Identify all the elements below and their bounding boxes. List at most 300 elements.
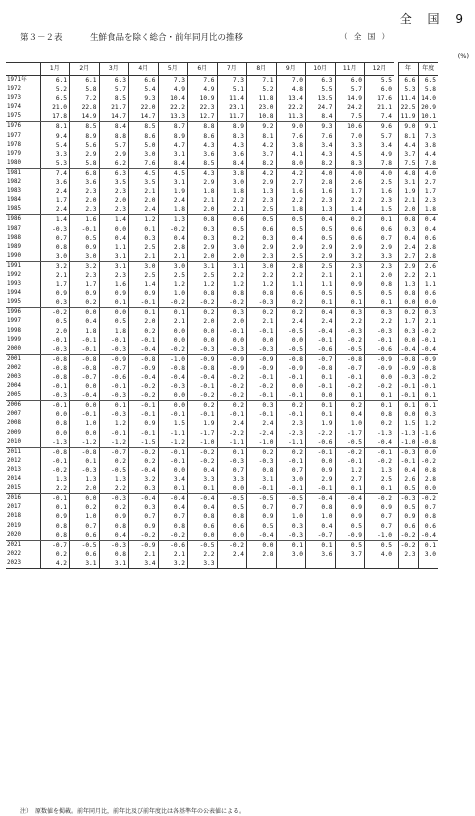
month-value-cell: 7.3 — [158, 76, 188, 86]
month-value-cell: -0.2 — [335, 447, 365, 457]
year-cell: 1991 — [6, 261, 40, 271]
month-value-cell: 5.4 — [40, 141, 70, 150]
table-row — [6, 336, 438, 345]
fiscal-value-cell: 1.2 — [418, 419, 438, 428]
month-value-cell: 10.9 — [188, 94, 218, 103]
month-value-cell: 3.6 — [306, 550, 336, 559]
month-value-cell: -0.3 — [276, 531, 306, 541]
month-value-cell: 4.2 — [247, 141, 277, 150]
month-value-cell: 0.9 — [129, 289, 159, 298]
month-value-cell: -1.7 — [335, 429, 365, 438]
month-value-cell: 0.0 — [40, 429, 70, 438]
month-value-cell: 0.3 — [188, 234, 218, 243]
month-value-cell: 0.7 — [217, 466, 247, 475]
month-value-cell: 0.2 — [217, 401, 247, 411]
month-value-cell: -0.1 — [217, 410, 247, 419]
month-value-cell: 2.2 — [276, 196, 306, 205]
month-value-cell: -0.1 — [276, 484, 306, 494]
month-value-cell: -0.2 — [188, 298, 218, 308]
month-value-cell: 2.5 — [129, 243, 159, 252]
month-value-cell: 2.1 — [129, 550, 159, 559]
month-value-cell: -0.4 — [129, 373, 159, 382]
month-value-cell: 0.0 — [276, 336, 306, 345]
month-value-cell: 0.8 — [188, 215, 218, 225]
table-row — [6, 401, 438, 411]
month-value-cell: 0.1 — [306, 410, 336, 419]
month-value-cell: -0.5 — [276, 494, 306, 504]
month-value-cell: -1.2 — [70, 438, 100, 448]
month-value-cell: -0.1 — [365, 447, 395, 457]
header-month: 11月 — [335, 63, 365, 76]
month-value-cell: 2.9 — [276, 243, 306, 252]
month-value-cell: 2.0 — [70, 484, 100, 494]
month-value-cell: 3.6 — [70, 178, 100, 187]
annual-value-cell: 0.0 — [398, 298, 418, 308]
month-value-cell: 1.0 — [306, 512, 336, 521]
month-value-cell: 22.8 — [70, 103, 100, 112]
month-value-cell: -0.1 — [276, 457, 306, 466]
month-value-cell: 0.3 — [335, 308, 365, 318]
month-value-cell: 2.0 — [129, 196, 159, 205]
month-value-cell: 0.1 — [188, 484, 218, 494]
month-value-cell: 1.5 — [365, 205, 395, 215]
month-value-cell: 0.4 — [158, 503, 188, 512]
month-value-cell: 3.8 — [276, 141, 306, 150]
month-value-cell: 0.0 — [70, 429, 100, 438]
month-value-cell: 0.0 — [247, 540, 277, 550]
table-row — [6, 550, 438, 559]
fiscal-value-cell: 0.0 — [418, 484, 438, 494]
month-value-cell: 0.2 — [70, 298, 100, 308]
month-value-cell: 0.1 — [365, 215, 395, 225]
month-value-cell: -0.9 — [217, 354, 247, 364]
month-value-cell: 0.2 — [335, 215, 365, 225]
month-value-cell: 0.2 — [335, 401, 365, 411]
annual-value-cell: 0.4 — [398, 466, 418, 475]
month-value-cell: -0.2 — [158, 298, 188, 308]
month-value-cell: 8.3 — [217, 132, 247, 141]
year-cell: 2019 — [6, 522, 40, 531]
month-value-cell: 0.4 — [306, 215, 336, 225]
month-value-cell: 22.0 — [129, 103, 159, 112]
year-cell: 1980 — [6, 159, 40, 169]
year-cell: 1992 — [6, 271, 40, 280]
month-value-cell: 0.0 — [276, 382, 306, 391]
year-cell: 1983 — [6, 187, 40, 196]
month-value-cell: -0.4 — [158, 494, 188, 504]
month-value-cell: -0.7 — [306, 531, 336, 541]
month-value-cell: 2.0 — [99, 196, 129, 205]
month-value-cell: 2.0 — [217, 252, 247, 262]
month-value-cell: 1.2 — [188, 280, 218, 289]
month-value-cell: -0.1 — [129, 298, 159, 308]
month-value-cell: 1.8 — [70, 327, 100, 336]
month-value-cell: 1.0 — [70, 512, 100, 521]
month-value-cell: 4.5 — [158, 168, 188, 178]
month-value-cell: -0.5 — [99, 466, 129, 475]
month-value-cell: 0.6 — [365, 225, 395, 234]
month-value-cell: -0.2 — [365, 382, 395, 391]
month-value-cell: 0.0 — [158, 336, 188, 345]
month-value-cell: 1.9 — [188, 419, 218, 428]
table-row — [6, 494, 438, 504]
month-value-cell: 3.2 — [40, 261, 70, 271]
header-month: 10月 — [306, 63, 336, 76]
month-value-cell: -0.1 — [70, 225, 100, 234]
month-value-cell: -0.1 — [158, 410, 188, 419]
annual-value-cell: 4.4 — [398, 141, 418, 150]
table-row — [6, 317, 438, 326]
month-value-cell: 0.2 — [129, 327, 159, 336]
month-value-cell: 2.3 — [365, 261, 395, 271]
month-value-cell: 2.3 — [99, 187, 129, 196]
month-value-cell: 1.6 — [306, 187, 336, 196]
table-row — [6, 466, 438, 475]
month-value-cell: 0.4 — [335, 410, 365, 419]
month-value-cell: 4.2 — [247, 168, 277, 178]
month-value-cell: -0.2 — [40, 308, 70, 318]
month-value-cell: 0.9 — [70, 289, 100, 298]
month-value-cell: 1.1 — [99, 243, 129, 252]
month-value-cell: 0.0 — [217, 531, 247, 541]
month-value-cell: 8.8 — [99, 132, 129, 141]
table-row — [6, 225, 438, 234]
month-value-cell: 0.3 — [188, 225, 218, 234]
month-value-cell: 0.5 — [217, 225, 247, 234]
month-value-cell: 3.4 — [365, 141, 395, 150]
month-value-cell: -0.1 — [40, 457, 70, 466]
month-value-cell: 0.2 — [276, 401, 306, 411]
month-value-cell: 1.8 — [158, 205, 188, 215]
month-value-cell: -0.2 — [158, 345, 188, 355]
month-value-cell: 0.1 — [365, 484, 395, 494]
month-value-cell: 0.3 — [217, 308, 247, 318]
month-value-cell: 17.6 — [365, 94, 395, 103]
month-value-cell: -0.1 — [40, 494, 70, 504]
month-value-cell: -0.1 — [70, 410, 100, 419]
month-value-cell: 7.0 — [335, 132, 365, 141]
annual-value-cell: 11.9 — [398, 112, 418, 122]
month-value-cell: 2.9 — [335, 243, 365, 252]
table-row — [6, 559, 438, 569]
month-value-cell: 2.0 — [70, 196, 100, 205]
month-value-cell: 7.5 — [335, 112, 365, 122]
month-value-cell: 2.8 — [158, 243, 188, 252]
month-value-cell: 2.5 — [365, 475, 395, 484]
month-value-cell: -0.2 — [40, 466, 70, 475]
month-value-cell: 6.3 — [99, 76, 129, 86]
month-value-cell — [365, 559, 395, 569]
year-cell: 1982 — [6, 178, 40, 187]
header-month: 8月 — [247, 63, 277, 76]
month-value-cell: -0.7 — [306, 354, 336, 364]
month-value-cell: 0.4 — [188, 503, 218, 512]
month-value-cell: -0.3 — [365, 327, 395, 336]
annual-value-cell: 11.4 — [398, 94, 418, 103]
month-value-cell: 0.7 — [158, 512, 188, 521]
month-value-cell: -0.3 — [335, 327, 365, 336]
month-value-cell: 5.5 — [306, 85, 336, 94]
fiscal-value-cell: -0.4 — [418, 531, 438, 541]
month-value-cell: 0.1 — [365, 298, 395, 308]
month-value-cell: 2.1 — [158, 317, 188, 326]
month-value-cell: -0.8 — [70, 364, 100, 373]
month-value-cell: -0.1 — [247, 391, 277, 401]
month-value-cell: -0.1 — [306, 484, 336, 494]
month-value-cell: 0.8 — [40, 531, 70, 541]
month-value-cell: 2.3 — [70, 187, 100, 196]
month-value-cell: 0.3 — [247, 234, 277, 243]
month-value-cell: -0.5 — [247, 494, 277, 504]
year-cell: 2002 — [6, 364, 40, 373]
month-value-cell: 11.4 — [217, 94, 247, 103]
month-value-cell: 10.6 — [335, 122, 365, 132]
month-value-cell: 1.6 — [70, 215, 100, 225]
month-value-cell: 3.1 — [188, 261, 218, 271]
month-value-cell: 8.5 — [99, 94, 129, 103]
month-value-cell: -0.2 — [217, 382, 247, 391]
annual-value-cell: 9.0 — [398, 122, 418, 132]
table-row — [6, 252, 438, 262]
month-value-cell: -0.1 — [276, 373, 306, 382]
month-value-cell: 3.0 — [217, 178, 247, 187]
annual-value-cell: 22.5 — [398, 103, 418, 112]
table-row — [6, 85, 438, 94]
month-value-cell: 3.1 — [70, 559, 100, 569]
month-value-cell: 3.2 — [129, 475, 159, 484]
month-value-cell: -0.2 — [335, 382, 365, 391]
month-value-cell: 2.3 — [247, 196, 277, 205]
month-value-cell: -0.3 — [217, 345, 247, 355]
month-value-cell: -0.9 — [335, 531, 365, 541]
month-value-cell: 2.4 — [217, 419, 247, 428]
month-value-cell: 2.1 — [217, 205, 247, 215]
month-value-cell: 6.6 — [129, 76, 159, 86]
month-value-cell: 4.9 — [365, 150, 395, 159]
month-value-cell: -0.8 — [70, 447, 100, 457]
month-value-cell: 11.7 — [217, 112, 247, 122]
fiscal-value-cell: 0.4 — [418, 215, 438, 225]
month-value-cell: 3.4 — [306, 141, 336, 150]
fiscal-value-cell: 0.4 — [418, 225, 438, 234]
month-value-cell: 8.7 — [158, 122, 188, 132]
month-value-cell: 23.1 — [217, 103, 247, 112]
month-value-cell: 0.7 — [276, 503, 306, 512]
month-value-cell: 0.4 — [306, 522, 336, 531]
month-value-cell: -0.3 — [99, 540, 129, 550]
header-year: 年 — [398, 63, 418, 76]
month-value-cell: 3.0 — [70, 252, 100, 262]
month-value-cell: 3.1 — [99, 252, 129, 262]
month-value-cell: -0.3 — [99, 410, 129, 419]
fiscal-value-cell: 0.7 — [418, 503, 438, 512]
month-value-cell: 3.3 — [335, 141, 365, 150]
month-value-cell: 1.8 — [217, 187, 247, 196]
month-value-cell: 0.9 — [335, 503, 365, 512]
month-value-cell: 0.9 — [335, 280, 365, 289]
annual-value-cell: 1.5 — [398, 419, 418, 428]
month-value-cell: -0.4 — [306, 494, 336, 504]
month-value-cell — [276, 559, 306, 569]
month-value-cell: -0.1 — [247, 410, 277, 419]
month-value-cell: 1.4 — [129, 280, 159, 289]
annual-value-cell: 0.0 — [398, 410, 418, 419]
month-value-cell: 0.8 — [40, 522, 70, 531]
year-cell: 2020 — [6, 531, 40, 541]
table-row — [6, 531, 438, 541]
month-value-cell: 0.5 — [335, 289, 365, 298]
month-value-cell: 0.0 — [306, 457, 336, 466]
month-value-cell: 12.7 — [188, 112, 218, 122]
month-value-cell: 4.0 — [306, 168, 336, 178]
month-value-cell: 0.1 — [306, 298, 336, 308]
month-value-cell: -0.3 — [99, 391, 129, 401]
month-value-cell: -0.8 — [335, 354, 365, 364]
month-value-cell: 5.3 — [40, 159, 70, 169]
month-value-cell: 0.1 — [335, 298, 365, 308]
month-value-cell: 2.1 — [188, 196, 218, 205]
month-value-cell: 0.7 — [365, 234, 395, 243]
annual-value-cell: 2.1 — [398, 196, 418, 205]
year-cell: 2004 — [6, 382, 40, 391]
fiscal-value-cell: -1.6 — [418, 429, 438, 438]
month-value-cell: 0.1 — [365, 401, 395, 411]
month-value-cell: 3.0 — [129, 261, 159, 271]
month-value-cell: 1.3 — [158, 215, 188, 225]
fiscal-value-cell — [418, 559, 438, 569]
month-value-cell: 0.9 — [129, 522, 159, 531]
month-value-cell: 6.3 — [306, 76, 336, 86]
month-value-cell: 1.0 — [276, 512, 306, 521]
table-title: 生鮮食品を除く総合・前年同月比の推移 — [90, 33, 244, 43]
month-value-cell: 0.0 — [188, 531, 218, 541]
year-cell: 2023 — [6, 559, 40, 569]
month-value-cell: 0.8 — [365, 280, 395, 289]
month-value-cell: 4.8 — [276, 85, 306, 94]
month-value-cell: 14.9 — [70, 112, 100, 122]
month-value-cell: 7.1 — [247, 76, 277, 86]
month-value-cell: 6.3 — [99, 168, 129, 178]
month-value-cell: 0.7 — [40, 234, 70, 243]
month-value-cell: 3.3 — [217, 475, 247, 484]
annual-value-cell: 2.2 — [398, 271, 418, 280]
month-value-cell: -0.5 — [217, 494, 247, 504]
month-value-cell: 7.2 — [70, 94, 100, 103]
month-value-cell: 2.2 — [365, 317, 395, 326]
month-value-cell: 0.8 — [217, 289, 247, 298]
year-cell: 2008 — [6, 419, 40, 428]
annual-value-cell: 2.7 — [398, 252, 418, 262]
table-row — [6, 187, 438, 196]
month-value-cell: 0.6 — [276, 289, 306, 298]
month-value-cell: 1.1 — [276, 280, 306, 289]
month-value-cell: 4.3 — [188, 141, 218, 150]
fiscal-value-cell: -0.1 — [418, 336, 438, 345]
month-value-cell: 0.7 — [247, 503, 277, 512]
month-value-cell: -0.2 — [188, 447, 218, 457]
table-row — [6, 475, 438, 484]
month-value-cell: 3.3 — [365, 252, 395, 262]
fiscal-value-cell: 0.0 — [418, 447, 438, 457]
month-value-cell: -2.2 — [306, 429, 336, 438]
month-value-cell: 24.7 — [306, 103, 336, 112]
month-value-cell: 4.0 — [365, 550, 395, 559]
table-row — [6, 150, 438, 159]
fiscal-value-cell: 1.8 — [418, 205, 438, 215]
year-cell: 1979 — [6, 150, 40, 159]
month-value-cell: -0.1 — [306, 382, 336, 391]
month-value-cell: -0.4 — [158, 373, 188, 382]
month-value-cell: 0.0 — [70, 382, 100, 391]
month-value-cell: 0.6 — [335, 234, 365, 243]
year-cell: 2005 — [6, 391, 40, 401]
month-value-cell: 2.9 — [247, 243, 277, 252]
month-value-cell: 0.8 — [99, 522, 129, 531]
fiscal-value-cell: -0.8 — [418, 364, 438, 373]
month-value-cell: -1.1 — [276, 438, 306, 448]
month-value-cell: 1.7 — [40, 280, 70, 289]
header-month: 4月 — [129, 63, 159, 76]
month-value-cell: 2.0 — [40, 327, 70, 336]
month-value-cell: 0.0 — [247, 336, 277, 345]
month-value-cell: -1.0 — [365, 531, 395, 541]
month-value-cell: 3.4 — [129, 559, 159, 569]
fiscal-value-cell: -0.8 — [418, 438, 438, 448]
month-value-cell: -0.4 — [70, 391, 100, 401]
annual-value-cell: 0.8 — [398, 215, 418, 225]
month-value-cell: 2.5 — [188, 271, 218, 280]
month-value-cell: -0.4 — [365, 438, 395, 448]
month-value-cell: 3.2 — [70, 261, 100, 271]
month-value-cell: 0.2 — [40, 550, 70, 559]
month-value-cell: 0.4 — [70, 317, 100, 326]
month-value-cell: 3.7 — [335, 550, 365, 559]
table-row — [6, 234, 438, 243]
month-value-cell: 1.2 — [247, 280, 277, 289]
annual-value-cell: 3.7 — [398, 150, 418, 159]
month-value-cell: -0.9 — [217, 364, 247, 373]
month-value-cell: 5.6 — [70, 141, 100, 150]
month-value-cell: 0.3 — [129, 484, 159, 494]
month-value-cell: 1.4 — [40, 215, 70, 225]
month-value-cell: 0.1 — [129, 308, 159, 318]
month-value-cell: 2.2 — [40, 484, 70, 494]
month-value-cell: -1.5 — [129, 438, 159, 448]
month-value-cell: 1.7 — [335, 187, 365, 196]
month-value-cell: -0.1 — [129, 429, 159, 438]
month-value-cell: 3.5 — [129, 178, 159, 187]
month-value-cell: -0.8 — [40, 364, 70, 373]
table-row — [6, 382, 438, 391]
month-value-cell: 1.0 — [158, 289, 188, 298]
fiscal-value-cell: 0.1 — [418, 401, 438, 411]
month-value-cell: -0.8 — [276, 354, 306, 364]
month-value-cell: -0.5 — [276, 327, 306, 336]
year-cell: 2003 — [6, 373, 40, 382]
month-value-cell: -1.2 — [99, 438, 129, 448]
month-value-cell: 1.1 — [306, 280, 336, 289]
year-cell: 2000 — [6, 345, 40, 355]
month-value-cell: 2.3 — [247, 252, 277, 262]
month-value-cell: 9.3 — [129, 94, 159, 103]
month-value-cell: -0.3 — [99, 494, 129, 504]
header-month: 5月 — [158, 63, 188, 76]
month-value-cell: 4.3 — [188, 168, 218, 178]
month-value-cell: 1.9 — [306, 419, 336, 428]
year-cell: 1981 — [6, 168, 40, 178]
month-value-cell: 0.9 — [70, 243, 100, 252]
month-value-cell: 1.2 — [158, 280, 188, 289]
